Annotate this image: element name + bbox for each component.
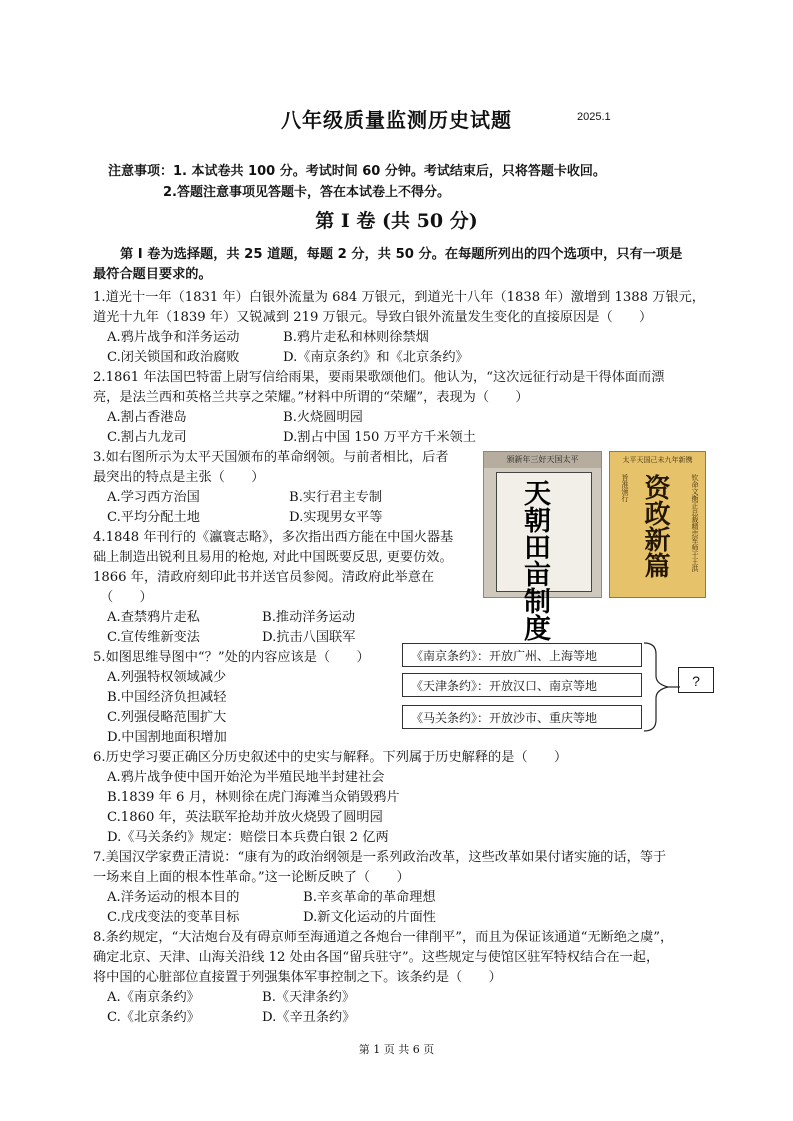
question-3-line-1: 3.如右图所示为太平天国颁布的革命纲领。与前者相比，后者	[93, 450, 449, 465]
question-2-option-b: B.火烧圆明园	[283, 410, 363, 425]
section-title: 第 I 卷 (共 50 分)	[315, 210, 478, 232]
exam-date: 2025.1	[577, 111, 611, 123]
section-intro-line-2: 最符合题目要求的。	[93, 267, 212, 282]
question-1-option-a: A.鸦片战争和洋务运动	[107, 330, 240, 345]
mindmap-unknown-box: ?	[678, 667, 714, 693]
question-7-line-1: 7.美国汉学家费正清说：“康有为的政治纲领是一系列政治改革，这些改革如果付诸实施的话，等于	[93, 850, 667, 865]
notice-line-2: 2.答题注意事项见答题卡，答在本试卷上不得分。	[163, 185, 450, 200]
question-4-option-c: C.宣传维新变法	[107, 630, 200, 645]
question-1-option-d: D.《南京条约》和《北京条约》	[283, 350, 469, 365]
question-3-option-c: C.平均分配土地	[107, 510, 200, 525]
question-1-line-2: 道光十九年（1839 年）又锐减到 219 万银元。导致白银外流量发生变化的直接原因是（ ）	[93, 310, 653, 325]
question-8-option-d: D.《辛丑条约》	[262, 1010, 356, 1025]
question-5-option-c: C.列强侵略范围扩大	[107, 710, 227, 725]
figure-tianchao-tianmu-zhidu	[483, 451, 602, 641]
question-1-option-c: C.闭关锁国和政治腐败	[107, 350, 240, 365]
question-8-line-3: 将中国的心脏部位直接置于列强集体军事控制之下。该条约是（ ）	[93, 970, 502, 985]
question-7-option-d: D.新文化运动的片面性	[303, 910, 436, 925]
question-3-option-b: B.实行君主专制	[289, 490, 383, 505]
question-3-line-2: 最突出的特点是主张（ ）	[93, 470, 265, 485]
exam-title: 八年级质量监测历史试题	[281, 108, 512, 132]
figure-2-side-text: 钦命文衡正总裁精忠军师干王洪	[691, 474, 699, 572]
question-1-option-b: B.鸦片走私和林则徐禁烟	[283, 330, 429, 345]
question-6-option-c: C.1860 年，英法联军抢劫并放火烧毁了圆明园	[107, 810, 383, 825]
page-number: 第 1 页 共 6 页	[358, 1043, 435, 1056]
notice-line-1: 注意事项：1. 本试卷共 100 分。考试时间 60 分钟。考试结束后，只将答题卡收回。	[108, 164, 606, 179]
question-6-option-b: B.1839 年 6 月，林则徐在虎门海滩当众销毁鸦片	[107, 790, 400, 805]
question-5-line-1: 5.如图思维导图中“？”处的内容应该是（ ）	[93, 650, 370, 665]
question-4-line-3: 1866 年，清政府刻印此书并送官员参阅。清政府此举意在	[93, 570, 435, 585]
question-3-option-a: A.学习西方治国	[107, 490, 200, 505]
mindmap-item-nanjing: 《南京条约》：开放广州、上海等地	[402, 643, 642, 667]
question-2-option-c: C.割占九龙司	[107, 430, 187, 445]
mindmap-item-tianjin: 《天津条约》：开放汉口、南京等地	[402, 673, 642, 697]
question-2-option-a: A.割占香港岛	[107, 410, 187, 425]
figure-1-main-text: 天朝田亩制度	[519, 479, 550, 641]
section-intro-line-1: 第 I 卷为选择题，共 25 道题，每题 2 分，共 50 分。在每题所列出的四个选项中，只有一项是	[120, 247, 683, 262]
question-7-option-b: B.辛亥革命的革命理想	[303, 890, 436, 905]
question-8-line-1: 8.条约规定，“大沽炮台及有碍京师至海通道之各炮台一律削平”，而且为保证该通道“无断绝之虞”，	[93, 930, 674, 945]
question-1-line-1: 1.道光十一年（1831 年）白银外流量为 684 万银元，到道光十八年（1838 年）激增到 1388 万银元，	[93, 290, 705, 305]
question-2-option-d: D.割占中国 150 万平方千米领土	[283, 430, 476, 445]
figure-2-side-text-2: 旨准颁行	[621, 474, 629, 502]
question-4-line-2: 础上制造出锐利且易用的枪炮, 对此中国既要反思, 更要仿效。	[93, 550, 453, 565]
mindmap-brace	[642, 640, 682, 735]
question-7-option-c: C.戊戌变法的变革目标	[107, 910, 240, 925]
question-6-option-d: D.《马关条约》规定：赔偿日本兵费白银 2 亿两	[107, 830, 389, 845]
question-4-option-a: A.查禁鸦片走私	[107, 610, 200, 625]
question-5-option-d: D.中国割地面积增加	[107, 730, 227, 745]
question-5-option-b: B.中国经济负担减轻	[107, 690, 227, 705]
question-8-option-c: C.《北京条约》	[107, 1010, 200, 1025]
question-8-option-b: B.《天津条约》	[262, 990, 356, 1005]
question-8-option-a: A.《南京条约》	[107, 990, 200, 1005]
figure-1-band-text: 颁新年三好天国太平	[484, 452, 601, 468]
question-6-option-a: A.鸦片战争使中国开始沦为半殖民地半封建社会	[107, 770, 385, 785]
question-4-line-1: 4.1848 年刊行的《瀛寰志略》，多次指出西方能在中国火器基	[93, 530, 454, 545]
question-2-line-1: 2.1861 年法国巴特雷上尉写信给雨果，要雨果歌颂他们。他认为，“这次远征行动是干得体面而漂	[93, 370, 665, 385]
figure-2-main-text: 资政新篇	[640, 474, 670, 578]
question-7-line-2: 一场来自上面的根本性革命。”这一论断反映了（ ）	[93, 870, 410, 885]
question-4-line-4: （ ）	[100, 590, 153, 605]
question-6-line-1: 6.历史学习要正确区分历史叙述中的史实与解释。下列属于历史解释的是（ ）	[93, 750, 568, 765]
mindmap-item-maguan: 《马关条约》：开放沙市、重庆等地	[402, 705, 642, 729]
question-7-option-a: A.洋务运动的根本目的	[107, 890, 240, 905]
question-8-line-2: 确定北京、天津、山海关沿线 12 处由各国“留兵驻守”。这些规定与使馆区驻军特权结合在一起，	[93, 950, 660, 965]
question-2-line-2: 亮，是法兰西和英格兰共享之荣耀。”材料中所谓的“荣耀”，表现为（ ）	[93, 390, 529, 405]
question-5-option-a: A.列强特权领域减少	[107, 670, 227, 685]
figure-zizheng-xinpian	[609, 451, 706, 598]
question-3-option-d: D.实现男女平等	[289, 510, 383, 525]
figure-2-band-text: 太平天国己未九年新镌	[622, 456, 693, 464]
question-4-option-d: D.抗击八国联军	[262, 630, 356, 645]
question-4-option-b: B.推动洋务运动	[262, 610, 356, 625]
